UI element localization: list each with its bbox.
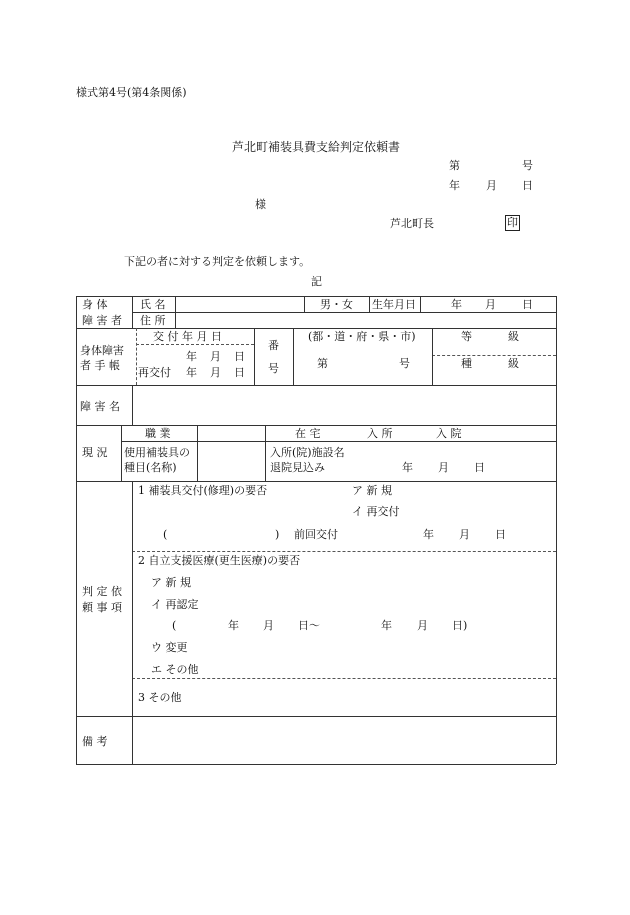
sender-name: 芦北町長: [390, 217, 434, 230]
document-title: 芦北町補装具費支給判定依頼書: [232, 140, 401, 154]
koufu-month: 月: [210, 350, 221, 363]
label-dai: 第: [317, 357, 328, 370]
label-nyuin: 入 院: [436, 427, 462, 440]
koufu-year: 年: [186, 350, 197, 363]
ref-dai: 第: [449, 159, 460, 172]
label-gou: 号: [399, 357, 410, 370]
label-koufu-date: 交 付 年 月 日: [153, 330, 222, 343]
label-shu: 種: [461, 357, 472, 370]
label-device-type-1: 使用補装具の: [124, 446, 190, 459]
date-day: 日: [522, 179, 533, 192]
period-to-month: 月: [417, 619, 428, 632]
item2-option-recert: イ 再認定: [151, 598, 199, 611]
item1-option-reissue: イ 再交付: [352, 505, 400, 518]
label-genkyou: 現 況: [82, 446, 108, 459]
item2-paren-open: (: [172, 619, 177, 632]
label-address: 住 所: [140, 314, 166, 327]
saikoufu-day: 日: [234, 366, 245, 379]
saikoufu-month: 月: [210, 366, 221, 379]
discharge-month: 月: [438, 461, 449, 474]
label-occupation: 職 業: [145, 427, 171, 440]
label-previous-issue: 前回交付: [294, 528, 338, 541]
intro-text: 下記の者に対する判定を依頼します。: [124, 255, 311, 268]
period-from-month: 月: [263, 619, 274, 632]
label-birthdate: 生年月日: [372, 298, 416, 311]
label-prefecture: (都・道・府・県・市): [308, 330, 416, 343]
label-techo-2: 者 手 帳: [80, 359, 120, 372]
period-from-year: 年: [228, 619, 239, 632]
period-from-day: 日〜: [298, 619, 320, 632]
ref-go: 号: [522, 159, 533, 172]
label-techo-1: 身体障害: [80, 344, 124, 357]
previous-year: 年: [423, 528, 434, 541]
period-to-year: 年: [381, 619, 392, 632]
item1-option-new: ア 新 規: [352, 484, 392, 497]
item3-title: 3 その他: [138, 691, 182, 704]
ki-label: 記: [311, 275, 322, 288]
label-shintai: 身 体: [82, 298, 108, 311]
discharge-year: 年: [402, 461, 413, 474]
previous-month: 月: [459, 528, 470, 541]
item2-option-new: ア 新 規: [151, 576, 191, 589]
previous-day: 日: [495, 528, 506, 541]
sex-option: 男・女: [320, 298, 353, 311]
label-ban: 番: [268, 339, 279, 352]
addressee-sama: 様: [255, 198, 266, 211]
discharge-day: 日: [474, 461, 485, 474]
birth-day: 日: [522, 298, 533, 311]
label-saikoufu: 再交付: [138, 366, 171, 379]
label-disability-name: 障 害 名: [80, 400, 120, 413]
seal-stamp: 印: [507, 216, 518, 229]
label-shougaisha: 障 害 者: [82, 314, 122, 327]
saikoufu-year: 年: [186, 366, 197, 379]
item2-title: 2 自立支援医療(更生医療)の要否: [138, 554, 301, 567]
item2-option-other: エ その他: [151, 663, 199, 676]
label-hantei-1: 判 定 依: [82, 585, 122, 598]
item1-paren-close: ): [275, 528, 280, 541]
label-remarks: 備 考: [82, 735, 108, 748]
period-to-day: 日): [452, 619, 468, 632]
label-discharge: 退院見込み: [270, 461, 325, 474]
label-kyuu-1: 級: [508, 330, 519, 343]
label-tou: 等: [461, 330, 472, 343]
label-device-type-2: 種目(名称): [124, 461, 177, 474]
item1-title: 1 補装具交付(修理)の要否: [138, 484, 268, 497]
label-nyusho: 入 所: [367, 427, 393, 440]
label-kyuu-2: 級: [508, 357, 519, 370]
birth-month: 月: [485, 298, 496, 311]
date-month: 月: [486, 179, 497, 192]
label-name: 氏 名: [140, 298, 166, 311]
item1-paren-open: (: [163, 528, 168, 541]
label-facility-name: 入所(院)施設名: [270, 446, 345, 459]
label-gou-vertical: 号: [268, 362, 279, 375]
label-zaitaku: 在 宅: [295, 427, 321, 440]
koufu-day: 日: [234, 350, 245, 363]
item2-option-change: ウ 変更: [151, 641, 188, 654]
form-number: 様式第4号(第4条関係): [76, 86, 187, 99]
date-year: 年: [449, 179, 460, 192]
birth-year: 年: [451, 298, 462, 311]
label-hantei-2: 頼 事 項: [82, 601, 122, 614]
